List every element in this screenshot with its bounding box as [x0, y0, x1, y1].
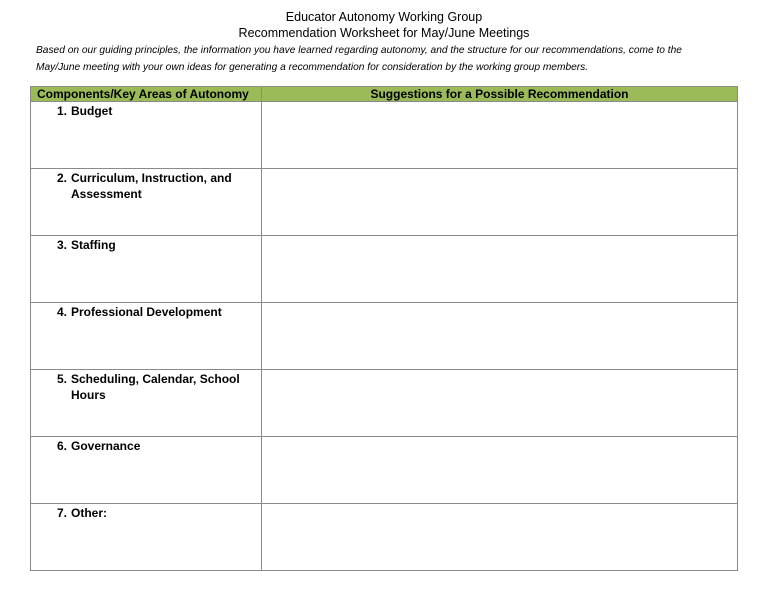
suggestion-cell[interactable] — [262, 370, 738, 437]
table-row — [31, 236, 738, 303]
item-label-staffing: Staffing — [71, 238, 116, 252]
component-cell — [31, 169, 262, 236]
component-cell — [31, 236, 262, 303]
suggestion-cell[interactable] — [262, 102, 738, 169]
recommendation-table — [30, 86, 738, 571]
table-row — [31, 102, 738, 169]
intro-line-2: May/June meeting with your own ideas for generating a recommendation for consideration by the working group members. — [36, 62, 589, 73]
item-label-curriculum: Curriculum, Instruction, and Assessment — [71, 171, 232, 201]
component-cell — [31, 102, 262, 169]
component-cell — [31, 437, 262, 504]
item-number: 4. — [56, 305, 67, 319]
component-cell — [31, 370, 262, 437]
component-cell — [31, 504, 262, 571]
title-line-1: Educator Autonomy Working Group — [285, 10, 483, 24]
header-suggestions: Suggestions for a Possible Recommendation — [262, 87, 738, 102]
intro-paragraph — [36, 42, 736, 76]
item-label-other: Other: — [71, 506, 107, 520]
table-row — [31, 504, 738, 571]
document-title — [0, 9, 768, 41]
item-number: 7. — [56, 506, 67, 520]
item-label-governance: Governance — [71, 439, 141, 453]
table-header-row — [31, 87, 738, 102]
item-number: 3. — [56, 238, 67, 252]
suggestion-cell[interactable] — [262, 303, 738, 370]
item-number: 2. — [56, 171, 67, 185]
component-cell — [31, 303, 262, 370]
title-line-2: Recommendation Worksheet for May/June Meetings — [238, 26, 530, 40]
header-components: Components/Key Areas of Autonomy — [31, 87, 262, 102]
item-number: 6. — [56, 439, 67, 453]
table-row — [31, 303, 738, 370]
item-label-professional-development: Professional Development — [71, 305, 222, 319]
item-number: 5. — [56, 372, 67, 386]
item-label-scheduling: Scheduling, Calendar, School Hours — [71, 372, 240, 402]
suggestion-cell[interactable] — [262, 169, 738, 236]
item-number: 1. — [56, 104, 67, 118]
item-label-budget: Budget — [71, 104, 113, 118]
table-row — [31, 370, 738, 437]
suggestion-cell[interactable] — [262, 236, 738, 303]
table-row — [31, 437, 738, 504]
intro-line-1: Based on our guiding principles, the information you have learned regarding autonomy, and the structure for our recommendations, come to the — [36, 45, 682, 56]
suggestion-cell[interactable] — [262, 437, 738, 504]
suggestion-cell[interactable] — [262, 504, 738, 571]
table-row — [31, 169, 738, 236]
